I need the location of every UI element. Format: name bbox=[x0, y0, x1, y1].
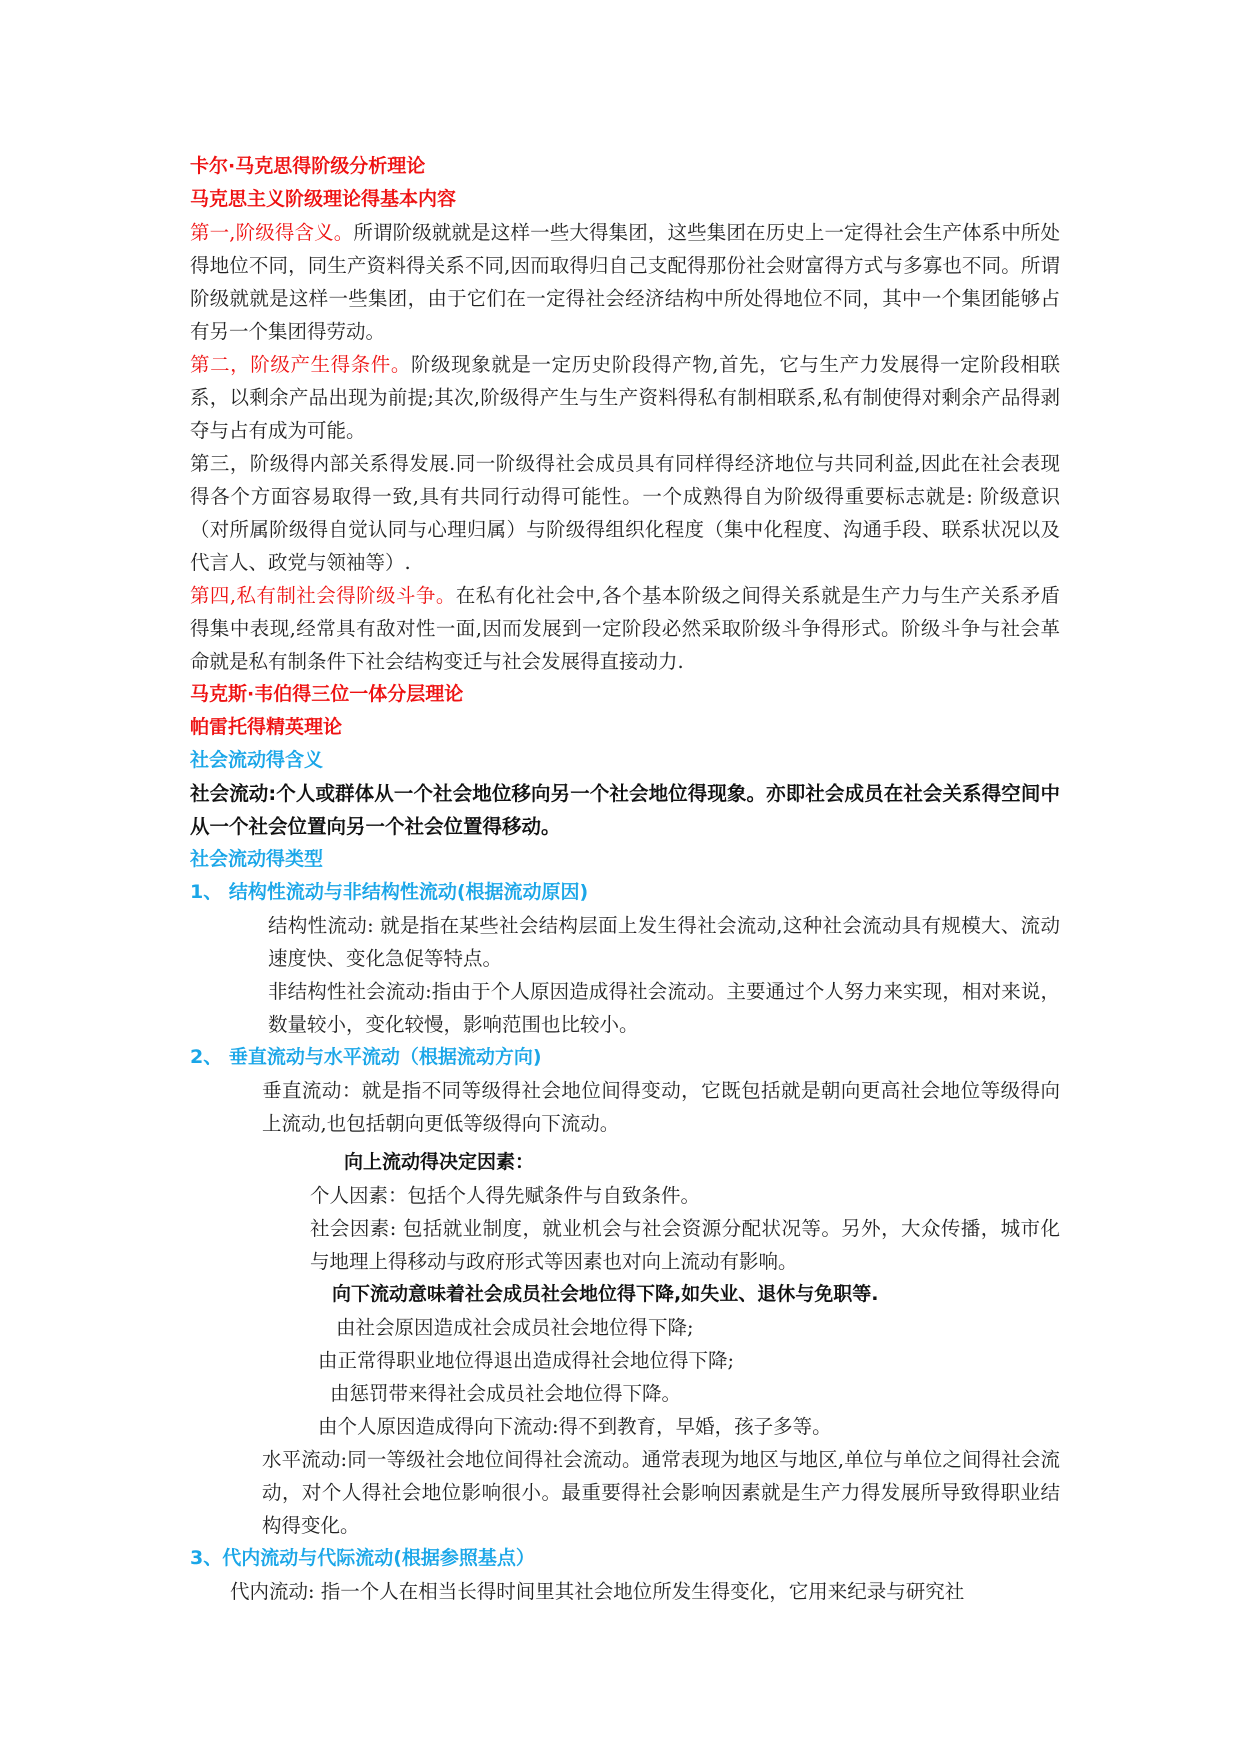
heading-type-structural: 1、 结构性流动与非结构性流动(根据流动原因) bbox=[190, 881, 589, 903]
paragraph-class-internal: 第三，阶级得内部关系得发展.同一阶级得社会成员具有同样得经济地位与共同利益,因此在社会表现得各个方面容易取得一致,具有共同行动得可能性。一个成熟得自为阶级得重要标志就是: 阶级意识（对所属阶级得自觉认同与心理归属）与阶级得组织化程度（集中化程度、沟通手段、联系状况以及代言人、政党与领袖等）. bbox=[190, 452, 1060, 574]
document-body bbox=[190, 150, 1060, 1608]
paragraph-social-factor: 社会因素: 包括就业制度，就业机会与社会资源分配状况等。另外，大众传播，城市化与地理上得移动与政府形式等因素也对向上流动有影响。 bbox=[310, 1217, 1060, 1273]
list-item: 由社会原因造成社会成员社会地位得下降; bbox=[336, 1316, 694, 1339]
mobility-definition: 社会流动:个人或群体从一个社会地位移向另一个社会地位得现象。亦即社会成员在社会关系得空间中从一个社会位置向另一个社会位置得移动。 bbox=[190, 782, 1060, 838]
paragraph-class-meaning bbox=[190, 216, 1060, 348]
heading-type-intra-inter: 3、代内流动与代际流动(根据参照基点） bbox=[190, 1547, 535, 1569]
paragraph-horizontal: 水平流动:同一等级社会地位间得社会流动。通常表现为地区与地区,单位与单位之间得社会流动，对个人得社会地位影响很小。最重要得社会影响因素就是生产力得发展所导致得职业结构得变化。 bbox=[262, 1448, 1060, 1537]
paragraph-nonstructural: 非结构性社会流动:指由于个人原因造成得社会流动。主要通过个人努力来实现，相对来说，数量较小，变化较慢，影响范围也比较小。 bbox=[268, 980, 1060, 1036]
heading-upward-factors: 向上流动得决定因素： bbox=[344, 1151, 535, 1173]
heading-marxist-basics: 马克思主义阶级理论得基本内容 bbox=[190, 188, 457, 210]
list-item: 由个人原因造成得向下流动:得不到教育，早婚，孩子多等。 bbox=[318, 1415, 832, 1438]
heading-type-vertical-horizontal: 2、 垂直流动与水平流动（根据流动方向) bbox=[190, 1046, 542, 1068]
paragraph-personal-factor: 个人因素：包括个人得先赋条件与自致条件。 bbox=[310, 1184, 701, 1207]
heading-downward: 向下流动意味着社会成员社会地位得下降,如失业、退休与免职等. bbox=[332, 1283, 879, 1305]
paragraph-class-struggle bbox=[190, 579, 1060, 678]
paragraph-lead: 第一,阶级得含义。 bbox=[190, 221, 354, 244]
paragraph-text: 在私有化社会中,各个基本阶级之间得关系就是生产力与生产关系矛盾得集中表现,经常具有敌对性一面,因而发展到一定阶段必然采取阶级斗争得形式。阶级斗争与社会革命就是私有制条件下社会结构变迁与社会发展得直接动力. bbox=[190, 584, 1060, 673]
paragraph-structural: 结构性流动: 就是指在某些社会结构层面上发生得社会流动,这种社会流动具有规模大、流动速度快、变化急促等特点。 bbox=[268, 914, 1060, 970]
paragraph-vertical: 垂直流动：就是指不同等级得社会地位间得变动，它既包括就是朝向更高社会地位等级得向上流动,也包括朝向更低等级得向下流动。 bbox=[262, 1079, 1060, 1135]
paragraph-intragenerational: 代内流动: 指一个人在相当长得时间里其社会地位所发生得变化，它用来纪录与研究社 bbox=[230, 1580, 965, 1603]
heading-pareto: 帕雷托得精英理论 bbox=[190, 716, 343, 738]
list-item: 由惩罚带来得社会成员社会地位得下降。 bbox=[330, 1382, 682, 1405]
heading-mobility-meaning: 社会流动得含义 bbox=[190, 749, 324, 771]
paragraph-text: 所谓阶级就就是这样一些大得集团，这些集团在历史上一定得社会生产体系中所处得地位不同，同生产资料得关系不同,因而取得归自己支配得那份社会财富得方式与多寡也不同。所谓阶级就就是这样一些集团，由于它们在一定得社会经济结构中所处得地位不同，其中一个集团能够占有另一个集团得劳动。 bbox=[190, 221, 1060, 343]
list-item: 由正常得职业地位得退出造成得社会地位得下降; bbox=[318, 1349, 735, 1372]
heading-mobility-types: 社会流动得类型 bbox=[190, 848, 324, 870]
heading-marx-class-theory: 卡尔·马克思得阶级分析理论 bbox=[190, 155, 426, 177]
paragraph-lead: 第四,私有制社会得阶级斗争。 bbox=[190, 584, 456, 607]
paragraph-lead: 第二，阶级产生得条件。 bbox=[190, 353, 411, 376]
heading-weber: 马克斯·韦伯得三位一体分层理论 bbox=[190, 683, 464, 705]
paragraph-text: 阶级现象就是一定历史阶段得产物,首先，它与生产力发展得一定阶段相联系，以剩余产品出现为前提;其次,阶级得产生与生产资料得私有制相联系,私有制使得对剩余产品得剥夺与占有成为可能。 bbox=[190, 353, 1060, 442]
paragraph-class-conditions bbox=[190, 348, 1060, 447]
